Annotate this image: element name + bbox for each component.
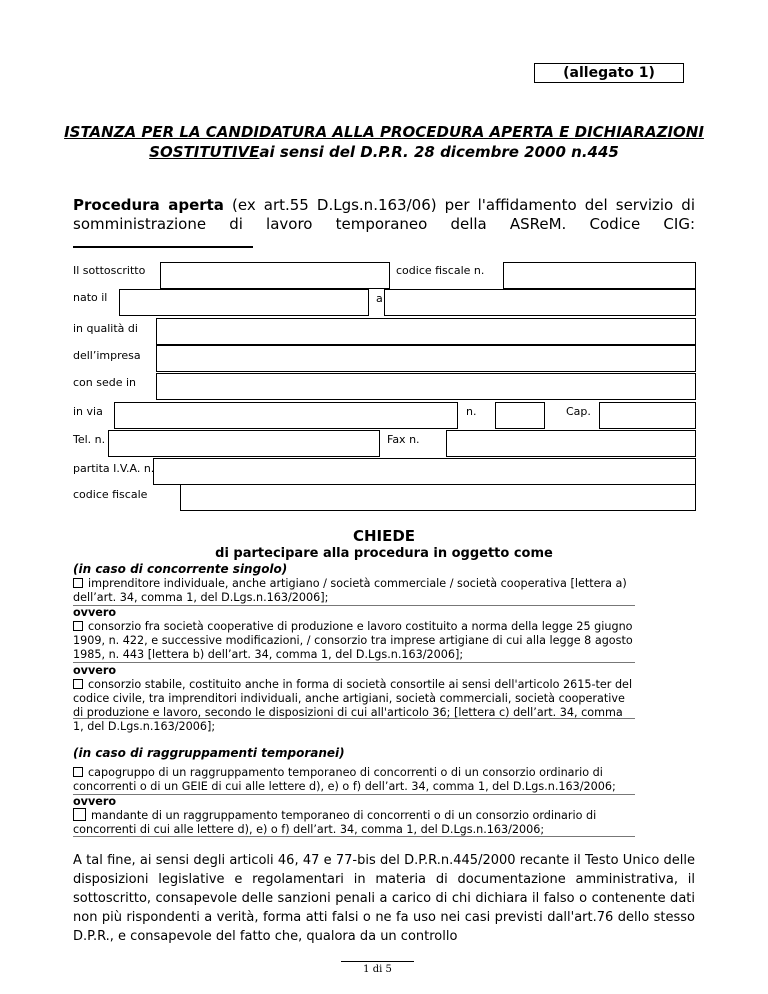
cig-field[interactable] <box>73 234 253 248</box>
option-5[interactable] <box>73 808 635 837</box>
title-sostitutive: SOSTITUTIVE <box>149 143 260 161</box>
title-line-1: ISTANZA PER LA CANDIDATURA ALLA PROCEDURA APERTA E DICHIARAZIONI <box>64 123 704 141</box>
checkbox-icon[interactable] <box>73 621 83 631</box>
label-codice-fiscale: codice fiscale <box>73 488 148 501</box>
piva-field[interactable] <box>153 458 696 485</box>
label-numero: n. <box>466 405 477 418</box>
singolo-heading: (in caso di concorrente singolo) <box>73 562 288 576</box>
procedura-paragraph <box>73 196 695 253</box>
codice-fiscale-field[interactable] <box>180 484 696 511</box>
sottoscritto-field[interactable] <box>160 262 390 289</box>
option-3[interactable] <box>73 678 635 734</box>
option-2[interactable] <box>73 620 635 662</box>
title-line-2 <box>60 142 708 162</box>
label-tel: Tel. n. <box>73 433 106 446</box>
ovvero-3: ovvero <box>73 795 117 808</box>
label-impresa: dell’impresa <box>73 349 141 362</box>
label-sede: con sede in <box>73 376 137 389</box>
ovvero-2: ovvero <box>73 664 117 677</box>
sede-field[interactable] <box>156 373 696 400</box>
label-in-qualita: in qualità di <box>73 322 138 335</box>
raggr-heading: (in caso di raggruppamenti temporanei) <box>73 746 345 760</box>
in-qualita-field[interactable] <box>156 318 696 345</box>
cap-field[interactable] <box>599 402 696 429</box>
option-1-text: imprenditore individuale, anche artigiano / società commerciale / società cooperativa [lettera a) dell’art. 34, comma 1, del D.Lgs.n.163/2006]; <box>73 577 627 604</box>
codice-fiscale-n-field[interactable] <box>503 262 696 289</box>
title-dpr: ai sensi del D.P.R. 28 dicembre 2000 n.445 <box>259 143 619 161</box>
label-a: a <box>376 292 383 305</box>
luogo-nascita-field[interactable] <box>384 289 696 316</box>
label-nato-il: nato il <box>73 291 108 304</box>
label-cap: Cap. <box>566 405 591 418</box>
declaration-paragraph: A tal fine, ai sensi degli articoli 46, 47 e 77-bis del D.P.R.n.445/2000 recante il Testo Unico delle disposizioni legislative e regolamentari in materia di documentazione amministrativa, il sottoscritto, consapevole delle sanzioni penali a carico di chi dichiara il falso o contenente dati non più rispondenti a verità, forma atti falsi o ne fa uso nei casi previsti dall'art.76 dello stesso D.P.R., e consapevole del fatto che, qualora da un controllo <box>73 853 695 944</box>
checkbox-icon[interactable] <box>73 808 86 821</box>
checkbox-icon[interactable] <box>73 679 83 689</box>
option-5-text: mandante di un raggruppamento temporaneo di concorrenti o di un consorzio ordinario di concorrenti di cui alle lettere d), e) o f) dell’art. 34, comma 1, del D.Lgs.n.163/2006; <box>73 809 597 836</box>
option-1[interactable] <box>73 577 635 605</box>
label-via: in via <box>73 405 103 418</box>
divider <box>73 836 635 837</box>
numero-field[interactable] <box>495 402 545 429</box>
procedura-text: (ex art.55 D.Lgs.n.163/06) per l'affidamento del servizio di somministrazione di lavoro temporaneo della ASReM. Codice CIG: <box>73 196 695 233</box>
fax-field[interactable] <box>446 430 696 457</box>
allegato-label: (allegato 1) <box>534 63 684 83</box>
chiede-subheading: di partecipare alla procedura in oggetto come <box>215 546 553 561</box>
option-2-text: consorzio fra società cooperative di produzione e lavoro costituito a norma della legge 25 giugno 1909, n. 422, e successive modificazioni, / consorzio tra imprese artigiane di cui alla legge 8 agosto 1985, n. 443 [lettera b) dell’art. 34, comma 1, del D.Lgs.n.163/2006]; <box>73 620 633 661</box>
procedura-bold: Procedura aperta <box>73 196 224 214</box>
ovvero-1: ovvero <box>73 606 117 619</box>
chiede-heading: CHIEDE <box>352 527 416 545</box>
tel-field[interactable] <box>108 430 380 457</box>
option-4-text: capogruppo di un raggruppamento temporaneo di concorrenti o di un consorzio ordinario di concorrenti o di un GEIE di cui alle lettere d), e) o f) dell’art. 34, comma 1, del D.Lgs.n.163/2006; <box>73 766 616 793</box>
nato-il-field[interactable] <box>119 289 369 316</box>
impresa-field[interactable] <box>156 345 696 372</box>
via-field[interactable] <box>114 402 458 429</box>
divider <box>73 662 635 663</box>
label-codice-fiscale-n: codice fiscale n. <box>396 264 485 277</box>
label-fax: Fax n. <box>387 433 420 446</box>
option-4[interactable] <box>73 766 635 794</box>
divider <box>73 718 635 719</box>
page-number: 1 di 5 <box>363 964 392 975</box>
option-3-text: consorzio stabile, costituito anche in forma di società consortile ai sensi dell'articolo 2615-ter del codice civile, tra imprenditori individuali, anche artigiani, società commerciali, società cooperative di produzione e lavoro, secondo le disposizioni di cui all'articolo 36; [lettera c) dell’art. 34, comma 1, del D.Lgs.n.163/2006]; <box>73 678 633 733</box>
checkbox-icon[interactable] <box>73 767 83 777</box>
footer-divider <box>341 961 414 962</box>
label-sottoscritto: Il sottoscritto <box>73 264 146 277</box>
label-piva: partita I.V.A. n. <box>73 462 155 475</box>
checkbox-icon[interactable] <box>73 578 83 588</box>
